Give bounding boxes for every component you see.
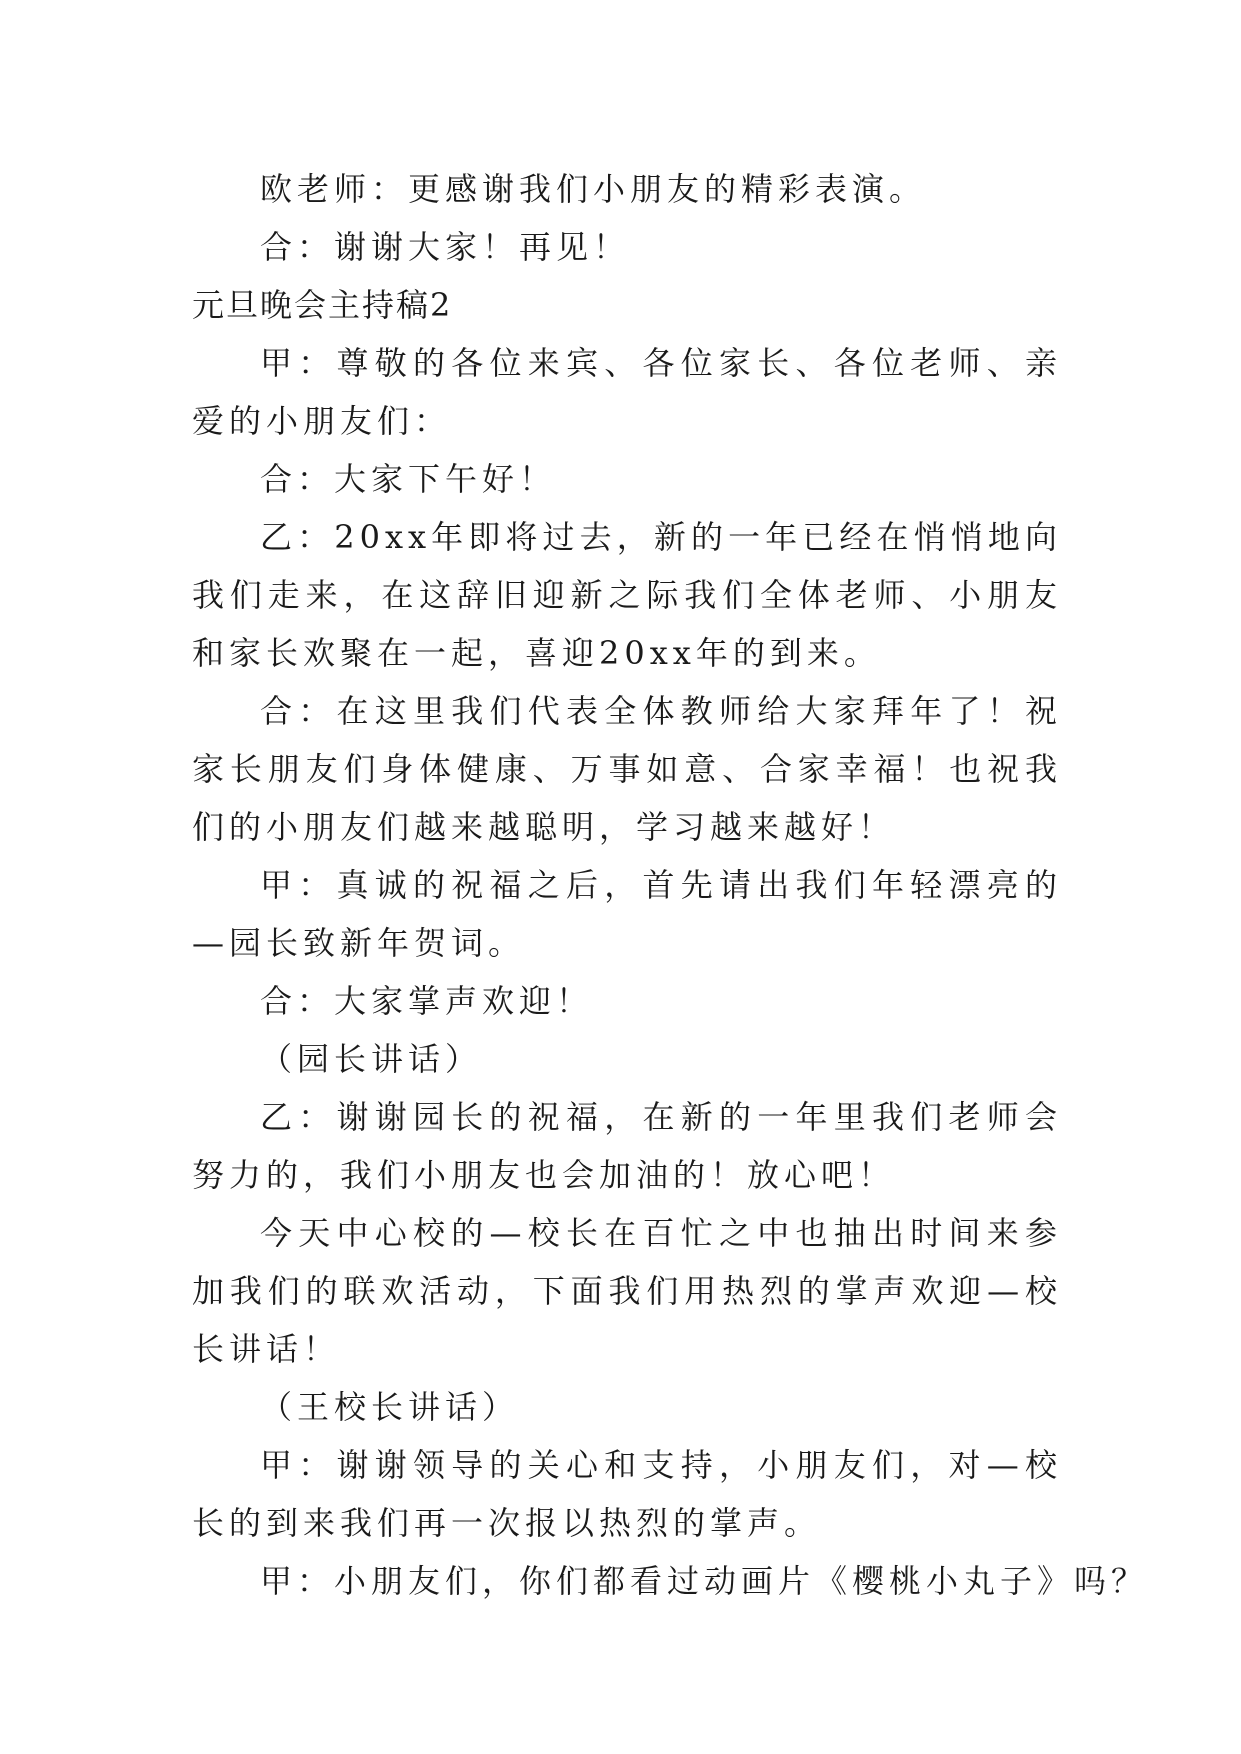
- paragraph: 合：谢谢大家！再见！: [260, 228, 631, 266]
- paragraph: 甲：尊敬的各位来宾、各位家长、各位老师、亲爱的小朋友们：: [192, 344, 1062, 440]
- paragraph: 今天中心校的—校长在百忙之中也抽出时间来参加我们的联欢活动，下面我们用热烈的掌声欢迎—校长讲话！: [192, 1214, 1062, 1368]
- stage-direction: （园长讲话）: [260, 1040, 483, 1078]
- paragraph: 乙：谢谢园长的祝福，在新的一年里我们老师会努力的，我们小朋友也会加油的！放心吧！: [192, 1098, 1062, 1194]
- paragraph: 甲：谢谢领导的关心和支持，小朋友们，对—校长的到来我们再一次报以热烈的掌声。: [192, 1446, 1062, 1542]
- paragraph: 甲：真诚的祝福之后，首先请出我们年轻漂亮的—园长致新年贺词。: [192, 866, 1062, 962]
- section-heading: 元旦晚会主持稿2: [192, 286, 453, 324]
- paragraph: 欧老师：更感谢我们小朋友的精彩表演。: [260, 170, 927, 208]
- paragraph: 合：在这里我们代表全体教师给大家拜年了！祝家长朋友们身体健康、万事如意、合家幸福！也祝我们的小朋友们越来越聪明，学习越来越好！: [192, 692, 1062, 846]
- document-body: [192, 160, 1149, 1610]
- paragraph: 乙：20xx年即将过去，新的一年已经在悄悄地向我们走来，在这辞旧迎新之际我们全体老师、小朋友和家长欢聚在一起，喜迎20xx年的到来。: [192, 518, 1062, 672]
- paragraph: 合：大家掌声欢迎！: [260, 982, 594, 1020]
- paragraph: 合：大家下午好！: [260, 460, 557, 498]
- paragraph: 甲：小朋友们，你们都看过动画片《樱桃小丸子》吗？: [260, 1562, 1149, 1600]
- stage-direction: （王校长讲话）: [260, 1388, 520, 1426]
